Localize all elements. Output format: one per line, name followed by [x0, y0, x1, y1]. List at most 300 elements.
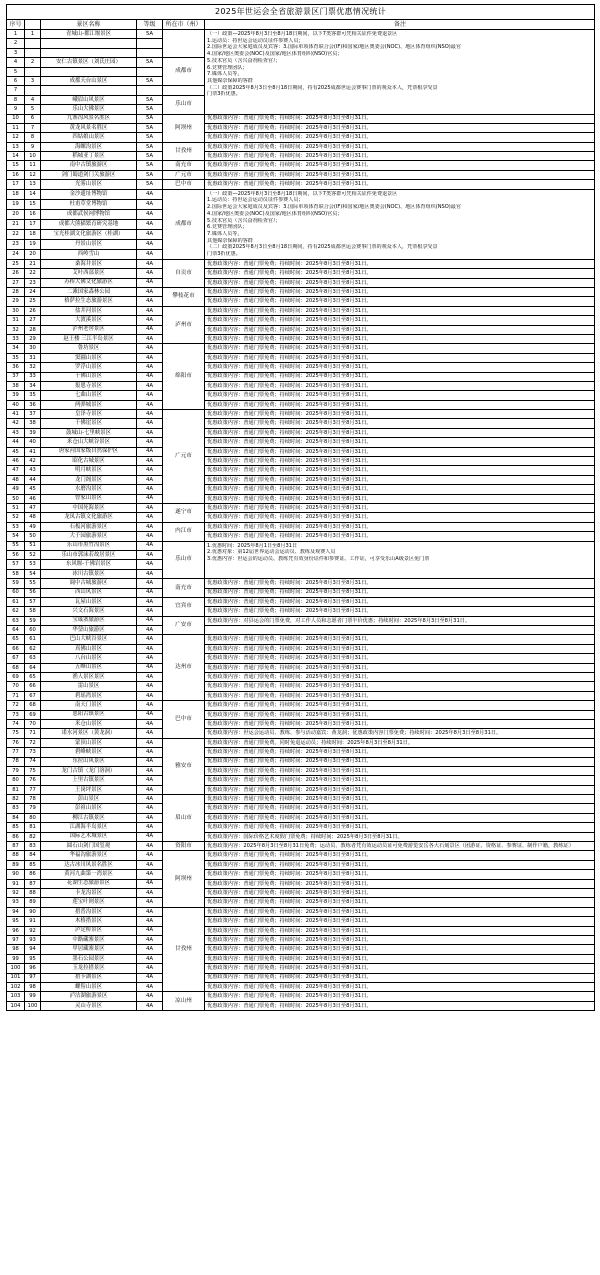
scenic-level: 4A	[137, 288, 163, 297]
scenic-area-name: 彭山景区	[41, 795, 137, 804]
row-index: 71	[7, 691, 25, 700]
discount-note: 优惠政策内容：普通门票免费；持续时间：2025年8月3日至8月31日。	[205, 748, 595, 757]
scenic-area-name: 安仁古镇景区（刘氏庄园）	[41, 58, 137, 67]
row-number: 36	[25, 400, 41, 409]
row-number: 44	[25, 475, 41, 484]
city-name: 巴中市	[163, 701, 205, 739]
row-number: 90	[25, 907, 41, 916]
note-line: 6.竞赛管理团队；	[207, 224, 248, 231]
row-number: 4	[25, 95, 41, 104]
table-row	[7, 654, 595, 663]
scenic-level	[137, 86, 163, 95]
scenic-area-name: 窦圌山景区	[41, 353, 137, 362]
scenic-area-name: 西岭雪山	[41, 249, 137, 259]
row-number: 48	[25, 513, 41, 522]
table-row	[7, 485, 595, 494]
discount-note: 优惠政策内容：普通门票免费；持续时间：2025年8月3日至8月31日。	[205, 381, 595, 390]
scenic-area-name: 王岗坪景区	[41, 785, 137, 794]
row-number: 35	[25, 391, 41, 400]
row-index: 5	[7, 67, 25, 76]
row-index: 29	[7, 297, 25, 306]
table-row	[7, 795, 595, 804]
row-index: 32	[7, 325, 25, 334]
city-name: 自贡市	[163, 259, 205, 287]
table-row	[7, 879, 595, 888]
scenic-level: 4A	[137, 766, 163, 775]
scenic-level: 4A	[137, 879, 163, 888]
city-name: 凉山州	[163, 992, 205, 1011]
note-line: 3.优惠内容：世运会的运动员、教练凭有效身份证件和参赛证、工作证，可享受乐山A级景区免门票	[207, 555, 430, 562]
row-number: 87	[25, 879, 41, 888]
city-name: 南充市	[163, 579, 205, 598]
scenic-level: 4A	[137, 691, 163, 700]
row-number: 88	[25, 889, 41, 898]
table-row	[7, 889, 595, 898]
table-row	[7, 457, 595, 466]
scenic-area-name: 两弹城景区	[41, 400, 137, 409]
scenic-area-name: 黄河九曲第一湾景区	[41, 870, 137, 879]
row-index: 102	[7, 982, 25, 991]
row-number: 24	[25, 288, 41, 297]
scenic-area-name: 巴山大峡谷景区	[41, 635, 137, 644]
table-row	[7, 710, 595, 719]
row-number: 20	[25, 249, 41, 259]
discount-note: 优惠政策内容：普通门票免费；持续时间：2025年8月3日至8月31日。	[205, 316, 595, 325]
table-row	[7, 663, 595, 672]
row-number: 83	[25, 842, 41, 851]
row-number: 54	[25, 569, 41, 578]
scenic-area-name: 乐山市黑竹沟景区	[41, 541, 137, 550]
row-number: 29	[25, 334, 41, 343]
row-index: 61	[7, 597, 25, 606]
table-row	[7, 133, 595, 142]
row-number: 40	[25, 438, 41, 447]
row-index: 23	[7, 239, 25, 249]
scenic-area-name: 峨眉山风景区	[41, 95, 137, 104]
scenic-area-name	[41, 48, 137, 57]
row-number: 11	[25, 161, 41, 170]
scenic-area-name: 龙门古镇（龙门溶洞）	[41, 766, 137, 775]
discount-note: 优惠政策内容：普通门票免费；持续时间：2025年8月3日至8月31日。	[205, 475, 595, 484]
scenic-level: 4A	[137, 597, 163, 606]
row-number: 14	[25, 189, 41, 199]
scenic-area-name: 蒙顶山景区	[41, 738, 137, 747]
note-line: 6.竞赛管理团队；	[207, 64, 248, 71]
city-name: 乐山市	[163, 541, 205, 579]
scenic-area-name: 光雾山景区	[41, 180, 137, 189]
discount-note: 优惠政策内容：普通门票免费；持续时间：2025年8月3日至8月31日。	[205, 682, 595, 691]
scenic-area-name: 九寨沟风景名胜区	[41, 114, 137, 123]
city-name: 广元市	[163, 170, 205, 179]
discount-note: 优惠政策内容：普通门票免费；持续时间：2025年8月3日至8月31日。	[205, 325, 595, 334]
row-index: 69	[7, 673, 25, 682]
city-name: 内江市	[163, 522, 205, 541]
row-number: 7	[25, 123, 41, 132]
discount-note: 优惠政策内容：普通门票免费；持续时间：2025年8月3日至8月31日。	[205, 152, 595, 161]
discount-note: 优惠政策内容：普通门票免费；持续时间：2025年8月3日至8月31日。	[205, 588, 595, 597]
row-number: 100	[25, 1001, 41, 1010]
scenic-level: 4A	[137, 795, 163, 804]
scenic-area-name: 兴文石海景区	[41, 607, 137, 616]
scenic-level: 4A	[137, 710, 163, 719]
row-index: 36	[7, 363, 25, 372]
row-number: 57	[25, 597, 41, 606]
scenic-area-name: 国际艺术城景区	[41, 832, 137, 841]
discount-note	[205, 189, 595, 259]
scenic-level: 4A	[137, 823, 163, 832]
row-index: 58	[7, 569, 25, 578]
row-index: 2	[7, 39, 25, 48]
scenic-level: 4A	[137, 239, 163, 249]
row-index: 84	[7, 813, 25, 822]
row-index: 1	[7, 30, 25, 39]
row-index: 52	[7, 513, 25, 522]
note-line: 其他媒奈保障的客群	[207, 237, 253, 244]
discount-note: 优惠政策内容：普通门票免费；持续时间：2025年8月3日至8月31日。	[205, 860, 595, 869]
row-number: 78	[25, 795, 41, 804]
scenic-area-name: 渔人景区景区	[41, 673, 137, 682]
table-row	[7, 189, 595, 199]
page-title: 2025年世运会全省旅游景区门票优惠情况统计	[7, 5, 595, 20]
scenic-level: 4A	[137, 926, 163, 935]
row-index: 55	[7, 541, 25, 550]
row-index: 73	[7, 710, 25, 719]
row-number: 67	[25, 691, 41, 700]
city-name	[163, 86, 205, 95]
scenic-level: 4A	[137, 410, 163, 419]
scenic-level: 4A	[137, 1001, 163, 1010]
scenic-level: 4A	[137, 889, 163, 898]
row-index: 74	[7, 719, 25, 728]
row-number: 73	[25, 748, 41, 757]
row-index: 30	[7, 306, 25, 315]
row-index: 31	[7, 316, 25, 325]
scenic-area-name: 成都武侯祠博物馆	[41, 209, 137, 219]
table-row	[7, 701, 595, 710]
row-number: 22	[25, 269, 41, 278]
row-index: 48	[7, 475, 25, 484]
row-index: 86	[7, 832, 25, 841]
row-index: 49	[7, 485, 25, 494]
row-number: 33	[25, 372, 41, 381]
scenic-level: 4A	[137, 579, 163, 588]
scenic-level: 4A	[137, 400, 163, 409]
row-index: 51	[7, 503, 25, 512]
table-row	[7, 316, 595, 325]
table-row	[7, 729, 595, 738]
scenic-level: 4A	[137, 344, 163, 353]
scenic-area-name: 鼓城山-七里峡景区	[41, 428, 137, 437]
table-row	[7, 992, 595, 1001]
scenic-area-name: 金沙遗址博物馆	[41, 189, 137, 199]
table-row	[7, 170, 595, 179]
discount-note: 优惠政策内容：普通门票免费；持续时间：2025年8月3日至8月31日。	[205, 428, 595, 437]
scenic-area-name: 报恩寺景区	[41, 381, 137, 390]
row-index: 63	[7, 616, 25, 625]
col-header-name: 景区名称	[41, 20, 137, 30]
row-number: 27	[25, 316, 41, 325]
scenic-level: 4A	[137, 316, 163, 325]
discount-note: 优惠政策内容：普通门票免费；持续时间：2025年8月3日至8月31日。	[205, 513, 595, 522]
row-index: 41	[7, 410, 25, 419]
table-row	[7, 152, 595, 161]
discount-note: 优惠政策内容：普通门票免费；持续时间：2025年8月3日至8月31日。	[205, 278, 595, 287]
scenic-level: 4A	[137, 748, 163, 757]
row-number: 98	[25, 982, 41, 991]
scenic-level: 4A	[137, 626, 163, 635]
table-row	[7, 691, 595, 700]
scenic-level: 4A	[137, 209, 163, 219]
row-index: 8	[7, 95, 25, 104]
row-number: 71	[25, 729, 41, 738]
scenic-area-name: 螺髻山景区	[41, 982, 137, 991]
scenic-level: 4A	[137, 654, 163, 663]
row-number: 26	[25, 306, 41, 315]
row-number: 47	[25, 503, 41, 512]
discount-note: 优惠政策内容：2025年8月3日至8月31日免费；运动员、教练者凭有效运动员证可免费游览安岳各大石刻景区（团游证、资格证、参赛证、制作户籍，教练证）	[205, 842, 595, 851]
row-number: 81	[25, 823, 41, 832]
table-row	[7, 419, 595, 428]
scenic-area-name: 上里古镇景区	[41, 776, 137, 785]
discount-note: 优惠政策内容：普通门票免费；持续时间：2025年8月3日至8月31日。	[205, 391, 595, 400]
scenic-area-name: 泸定桥景区	[41, 926, 137, 935]
row-index: 72	[7, 701, 25, 710]
scenic-level: 4A	[137, 851, 163, 860]
row-number: 21	[25, 259, 41, 268]
row-index: 35	[7, 353, 25, 362]
row-index: 100	[7, 964, 25, 973]
table-row	[7, 860, 595, 869]
scenic-level: 5A	[137, 133, 163, 142]
city-name: 雅安市	[163, 738, 205, 794]
row-number: 3	[25, 76, 41, 85]
row-index: 95	[7, 917, 25, 926]
scenic-level: 5A	[137, 76, 163, 85]
row-index: 94	[7, 907, 25, 916]
discount-note: 优惠政策内容：普通门票免费；持续时间：2025年8月3日至8月31日。	[205, 133, 595, 142]
scenic-level: 4A	[137, 682, 163, 691]
row-index: 88	[7, 851, 25, 860]
col-header-city: 所在市（州）	[163, 20, 205, 30]
row-index: 10	[7, 114, 25, 123]
scenic-level: 4A	[137, 503, 163, 512]
scenic-level: 4A	[137, 992, 163, 1001]
table-row	[7, 785, 595, 794]
row-index: 59	[7, 579, 25, 588]
row-number: 15	[25, 199, 41, 209]
scenic-area-name: 昭化古城景区	[41, 457, 137, 466]
discount-table	[6, 4, 595, 1011]
row-number: 77	[25, 785, 41, 794]
row-index: 81	[7, 785, 25, 794]
row-index: 92	[7, 889, 25, 898]
row-number: 59	[25, 616, 41, 625]
note-line: （二）政策2025年8月3日至8月18日期间，持有2025成都世运会赛事门票的观众本人，凭票根享受景	[207, 84, 438, 91]
scenic-level: 4A	[137, 297, 163, 306]
scenic-level: 4A	[137, 229, 163, 239]
table-row	[7, 541, 595, 550]
row-index: 65	[7, 635, 25, 644]
row-index: 83	[7, 804, 25, 813]
row-number: 28	[25, 325, 41, 334]
row-index: 103	[7, 992, 25, 1001]
discount-note: 优惠政策内容：普通门票免费；持续时间：2025年8月3日至8月31日。	[205, 635, 595, 644]
table-row	[7, 522, 595, 531]
scenic-area-name: 明月峡景区	[41, 466, 137, 475]
note-line: 2.国际世运会大家庭成员及宾客：3.国际单项体育联合会(IF)和国家/地区奥委会(NOC)、地区体育组织(NSO)最官	[207, 44, 461, 51]
table-row	[7, 926, 595, 935]
scenic-level: 4A	[137, 522, 163, 531]
table-header-row	[7, 20, 595, 30]
city-name	[163, 30, 205, 58]
table-row	[7, 391, 595, 400]
note-line: 门票3折优惠。	[207, 251, 241, 258]
city-name: 眉山市	[163, 795, 205, 842]
scenic-area-name: 圆石山剑门国玺观	[41, 842, 137, 851]
city-name: 绵阳市	[163, 344, 205, 410]
table-row	[7, 832, 595, 841]
table-row	[7, 466, 595, 475]
table-row	[7, 766, 595, 775]
row-number: 32	[25, 363, 41, 372]
scenic-area-name: 二滩国家森林公园	[41, 288, 137, 297]
note-line: 7.媒体人员等，	[207, 71, 243, 78]
discount-note: 优惠政策内容：普通门票免费；持续时间：2025年8月3日至8月31日。	[205, 954, 595, 963]
scenic-area-name: 艾叶西部景区	[41, 269, 137, 278]
scenic-area-name: 剑门蜀道剑门关旅游区	[41, 170, 137, 179]
scenic-level: 4A	[137, 738, 163, 747]
row-number: 63	[25, 654, 41, 663]
row-number: 17	[25, 219, 41, 229]
row-number: 64	[25, 663, 41, 672]
row-index: 26	[7, 269, 25, 278]
discount-note: 优惠政策内容：普通门票免费；持续时间：2025年8月3日至8月31日。	[205, 123, 595, 132]
scenic-area-name: 阆中古城旅游区	[41, 579, 137, 588]
table-row	[7, 503, 595, 512]
row-index: 99	[7, 954, 25, 963]
row-index: 39	[7, 391, 25, 400]
scenic-area-name: 莲宝叶则景区	[41, 898, 137, 907]
scenic-level: 4A	[137, 189, 163, 199]
scenic-area-name: 西山风景区	[41, 588, 137, 597]
row-index: 34	[7, 344, 25, 353]
row-index: 22	[7, 229, 25, 239]
row-number: 91	[25, 917, 41, 926]
row-number	[25, 86, 41, 95]
table-row	[7, 438, 595, 447]
row-index: 97	[7, 935, 25, 944]
table-row	[7, 607, 595, 616]
row-number: 13	[25, 180, 41, 189]
note-line: 1.优惠时间：2025年8月1日至8月31日	[207, 542, 298, 549]
table-row	[7, 363, 595, 372]
scenic-area-name: 华蓥山旅游区	[41, 626, 137, 635]
row-index: 21	[7, 219, 25, 229]
scenic-area-name: 江湖海半岛景区	[41, 823, 137, 832]
row-index: 15	[7, 161, 25, 170]
row-number: 18	[25, 229, 41, 239]
scenic-level: 4A	[137, 494, 163, 503]
scenic-level: 4A	[137, 832, 163, 841]
scenic-area-name	[41, 39, 137, 48]
row-number: 97	[25, 973, 41, 982]
note-line: 7.媒体人员等，	[207, 230, 243, 237]
row-index: 68	[7, 663, 25, 672]
row-number: 75	[25, 766, 41, 775]
row-number: 19	[25, 239, 41, 249]
scenic-area-name: 华福沟旅游景区	[41, 851, 137, 860]
row-number: 86	[25, 870, 41, 879]
scenic-area-name: 海螺沟景区	[41, 142, 137, 151]
row-number: 46	[25, 494, 41, 503]
scenic-level: 4A	[137, 860, 163, 869]
discount-note: 优惠政策内容：世运会运动员、教练、参与活动嘉宾：黄龙洞；优惠政策内容门票免费；持续时间：2025年8月3日至8月31日。	[205, 729, 595, 738]
row-index: 67	[7, 654, 25, 663]
row-number: 93	[25, 935, 41, 944]
row-number: 96	[25, 964, 41, 973]
scenic-area-name: 泸沽湖旅游景区	[41, 992, 137, 1001]
scenic-level: 5A	[137, 180, 163, 189]
scenic-area-name: 稻城亚丁景区	[41, 152, 137, 161]
scenic-area-name: 玉龙拉措景区	[41, 964, 137, 973]
discount-note: 优惠政策内容：普通门票免费；持续时间：2025年8月3日至8月31日。	[205, 870, 595, 879]
scenic-level: 4A	[137, 428, 163, 437]
scenic-level: 5A	[137, 123, 163, 132]
scenic-level: 4A	[137, 935, 163, 944]
row-number: 74	[25, 757, 41, 766]
table-row	[7, 353, 595, 362]
row-index: 16	[7, 170, 25, 179]
row-number	[25, 48, 41, 57]
row-index: 37	[7, 372, 25, 381]
note-line: 4.国家/地区奥委会(NOC)及国家/地区体育组织(NSO)官员；	[207, 51, 343, 58]
scenic-level: 4A	[137, 964, 163, 973]
row-number: 62	[25, 644, 41, 653]
scenic-area-name: 成都大熊猫繁育研究基地	[41, 219, 137, 229]
table-row	[7, 954, 595, 963]
row-index: 7	[7, 86, 25, 95]
scenic-area-name: 中路藏寨景区	[41, 935, 137, 944]
scenic-level: 4A	[137, 954, 163, 963]
scenic-area-name: 皇泽寺景区	[41, 410, 137, 419]
table-row	[7, 381, 595, 390]
row-number: 80	[25, 813, 41, 822]
table-row	[7, 626, 595, 635]
discount-note: 优惠政策内容：普通门票免费；持续时间：2025年8月3日至8月31日。	[205, 288, 595, 297]
discount-note: 优惠政策内容：普通门票免费；持续时间：2025年8月3日至8月31日。	[205, 926, 595, 935]
table-row	[7, 344, 595, 353]
scenic-area-name: 中国死海景区	[41, 503, 137, 512]
scenic-level: 4A	[137, 306, 163, 315]
scenic-area-name: 唐家河国家级自然保护区	[41, 447, 137, 456]
col-header-index: 序号	[7, 20, 25, 30]
row-index: 27	[7, 278, 25, 287]
row-number: 30	[25, 344, 41, 353]
row-number: 38	[25, 419, 41, 428]
discount-note: 优惠政策内容：普通门票免费；持续时间：2025年8月3日至8月31日。	[205, 438, 595, 447]
scenic-level: 4A	[137, 729, 163, 738]
table-row	[7, 917, 595, 926]
discount-note: 优惠政策内容：普通门票免费；持续时间：2025年8月3日至8月31日。	[205, 964, 595, 973]
scenic-level: 4A	[137, 607, 163, 616]
scenic-area-name: 宝光桂湖文化旅游区（桂湖）	[41, 229, 137, 239]
scenic-area-name: 七曲山景区	[41, 391, 137, 400]
row-index: 64	[7, 626, 25, 635]
row-index: 46	[7, 457, 25, 466]
scenic-level: 4A	[137, 219, 163, 229]
discount-note: 优惠政策内容：普通门票免费；持续时间：2025年8月3日至8月31日。	[205, 485, 595, 494]
discount-note: 优惠政策内容：普通门票免费；持续时间：2025年8月3日至8月31日。	[205, 644, 595, 653]
